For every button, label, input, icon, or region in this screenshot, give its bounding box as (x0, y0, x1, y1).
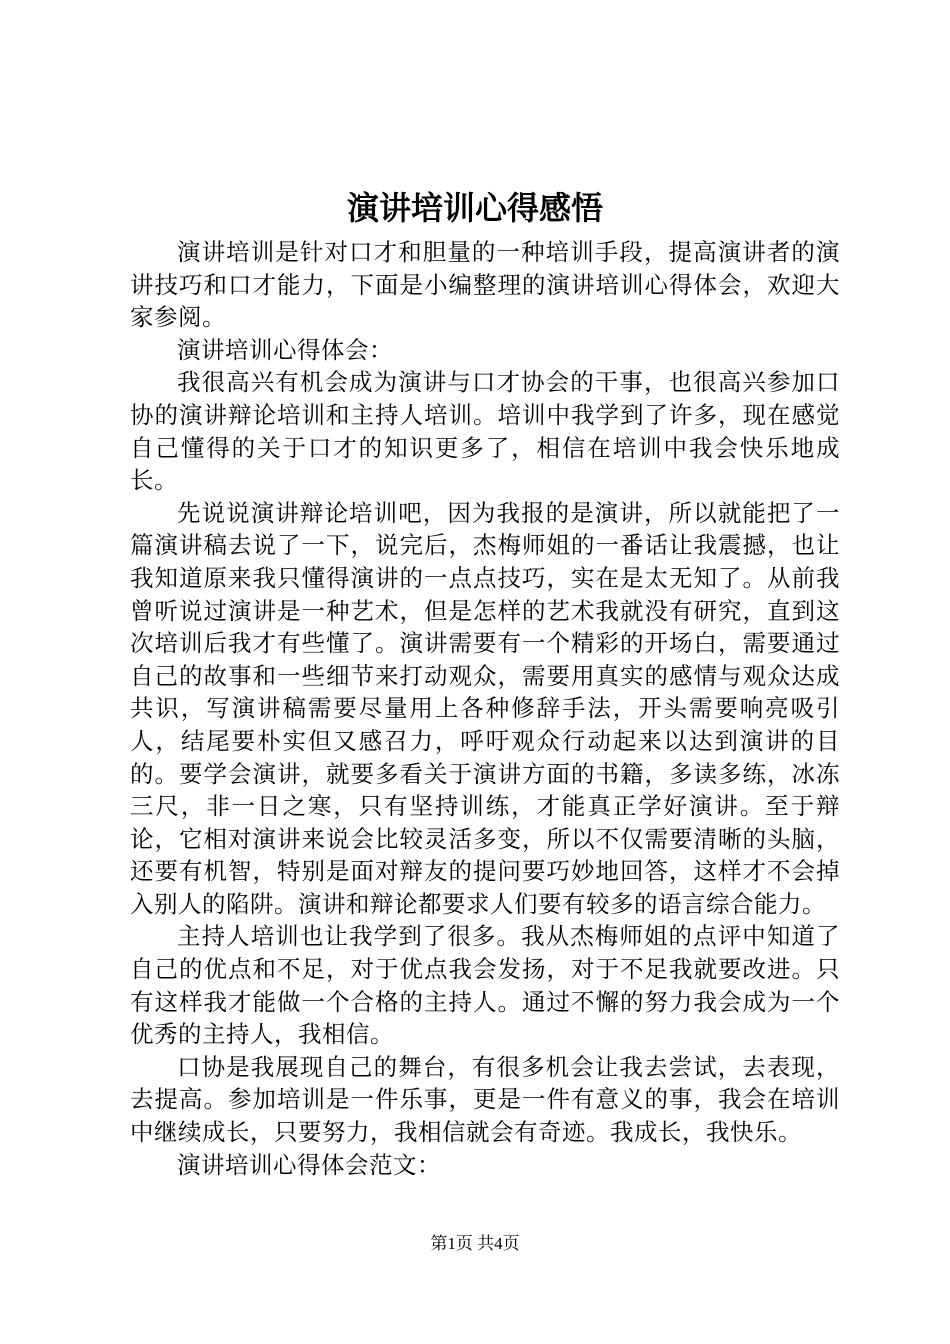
paragraph: 先说说演讲辩论培训吧，因为我报的是演讲，所以就能把了一篇演讲稿去说了一下，说完后，杰梅师姐的一番话让我震撼，也让我知道原来我只懂得演讲的一点点技巧，实在是太无知了。从前我曾听说过演讲是一种艺术，但是怎样的艺术我就没有研究，直到这次培训后我才有些懂了。演讲需要有一个精彩的开场白，需要通过自己的故事和一些细节来打动观众，需要用真实的感情与观众达成共识，写演讲稿需要尽量用上各种修辞手法，开头需要响亮吸引人，结尾要朴实但又感召力，呼吁观众行动起来以达到演讲的目的。要学会演讲，就要多看关于演讲方面的书籍，多读多练，冰冻三尺，非一日之寒，只有坚持训练，才能真正学好演讲。至于辩论，它相对演讲来说会比较灵活多变，所以不仅需要清晰的头脑，还要有机智，特别是面对辩友的提问要巧妙地回答，这样才不会掉入别人的陷阱。演讲和辩论都要求人们要有较多的语言综合能力。 (130, 498, 840, 918)
section-heading: 演讲培训心得体会范文： (177, 1150, 441, 1179)
page-number-footer: 第1页 共4页 (430, 1234, 520, 1253)
paragraph: 我很高兴有机会成为演讲与口才协会的干事，也很高兴参加口协的演讲辩论培训和主持人培训。培训中我学到了许多，现在感觉自己懂得的关于口才的知识更多了，相信在培训中我会快乐地成长。 (130, 368, 840, 495)
paragraph: 口协是我展现自己的舞台，有很多机会让我去尝试，去表现，去提高。参加培训是一件乐事，更是一件有意义的事，我会在培训中继续成长，只要努力，我相信就会有奇迹。我成长，我快乐。 (130, 1052, 840, 1147)
section-heading: 演讲培训心得体会： (177, 335, 393, 364)
document-title: 演讲培训心得感悟 (346, 189, 603, 227)
document-body (130, 236, 840, 1181)
paragraph-intro: 演讲培训是针对口才和胆量的一种培训手段，提高演讲者的演讲技巧和口才能力，下面是小编整理的演讲培训心得体会，欢迎大家参阅。 (130, 238, 840, 332)
paragraph: 主持人培训也让我学到了很多。我从杰梅师姐的点评中知道了自己的优点和不足，对于优点我会发扬，对于不足我就要改进。只有这样我才能做一个合格的主持人。通过不懈的努力我会成为一个优秀的主持人，我相信。 (130, 922, 840, 1049)
